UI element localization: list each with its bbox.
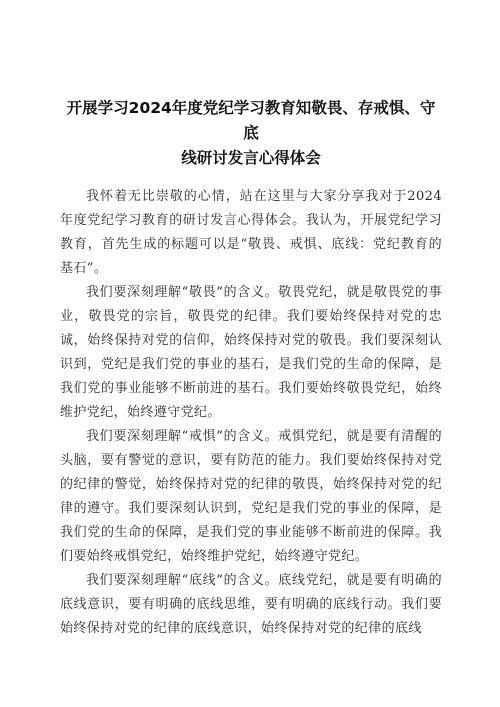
title-line: 线研讨发言心得体会: [181, 149, 321, 167]
paragraph: 我们要深刻理解“敬畏”的含义。敬畏党纪，就是敬畏党的事业，敬畏党的宗旨，敬畏党的纪律。我们要始终保持对党的忠诚，始终保持对党的信仰，始终保持对党的敬畏。我们要深刻认识到，党纪是我们党的事业的基石，是我们党的生命的保障，是我们党的事业能够不断前进的基石。我们要始终敬畏党纪，始终维护党纪，始终遵守党纪。: [60, 285, 442, 420]
document-body: [60, 185, 442, 641]
document-title: [60, 96, 442, 171]
title-line: 开展学习2024年度党纪学习教育知敬畏、存戒惧、守底: [66, 99, 436, 142]
paragraph: 我怀着无比崇敬的心情，站在这里与大家分享我对于2024年度党纪学习教育的研讨发言心得体会。我认为，开展党纪学习教育，首先生成的标题可以是“敬畏、戒惧、底线：党纪教育的基石”。: [60, 189, 442, 276]
paragraph: 我们要深刻理解“底线”的含义。底线党纪，就是要有明确的底线意识，要有明确的底线思维，要有明确的底线行动。我们要始终保持对党的纪律的底线意识，始终保持对党的纪律的底线: [60, 573, 442, 636]
paragraph: 我们要深刻理解“戒惧”的含义。戒惧党纪，就是要有清醒的头脑，要有警觉的意识，要有防范的能力。我们要始终保持对党的纪律的警觉，始终保持对党的纪律的敬畏，始终保持对党的纪律的遵守。我们要深刻认识到，党纪是我们党的事业的保障，是我们党的生命的保障，是我们党的事业能够不断前进的保障。我们要始终戒惧党纪，始终维护党纪，始终遵守党纪。: [60, 429, 442, 564]
